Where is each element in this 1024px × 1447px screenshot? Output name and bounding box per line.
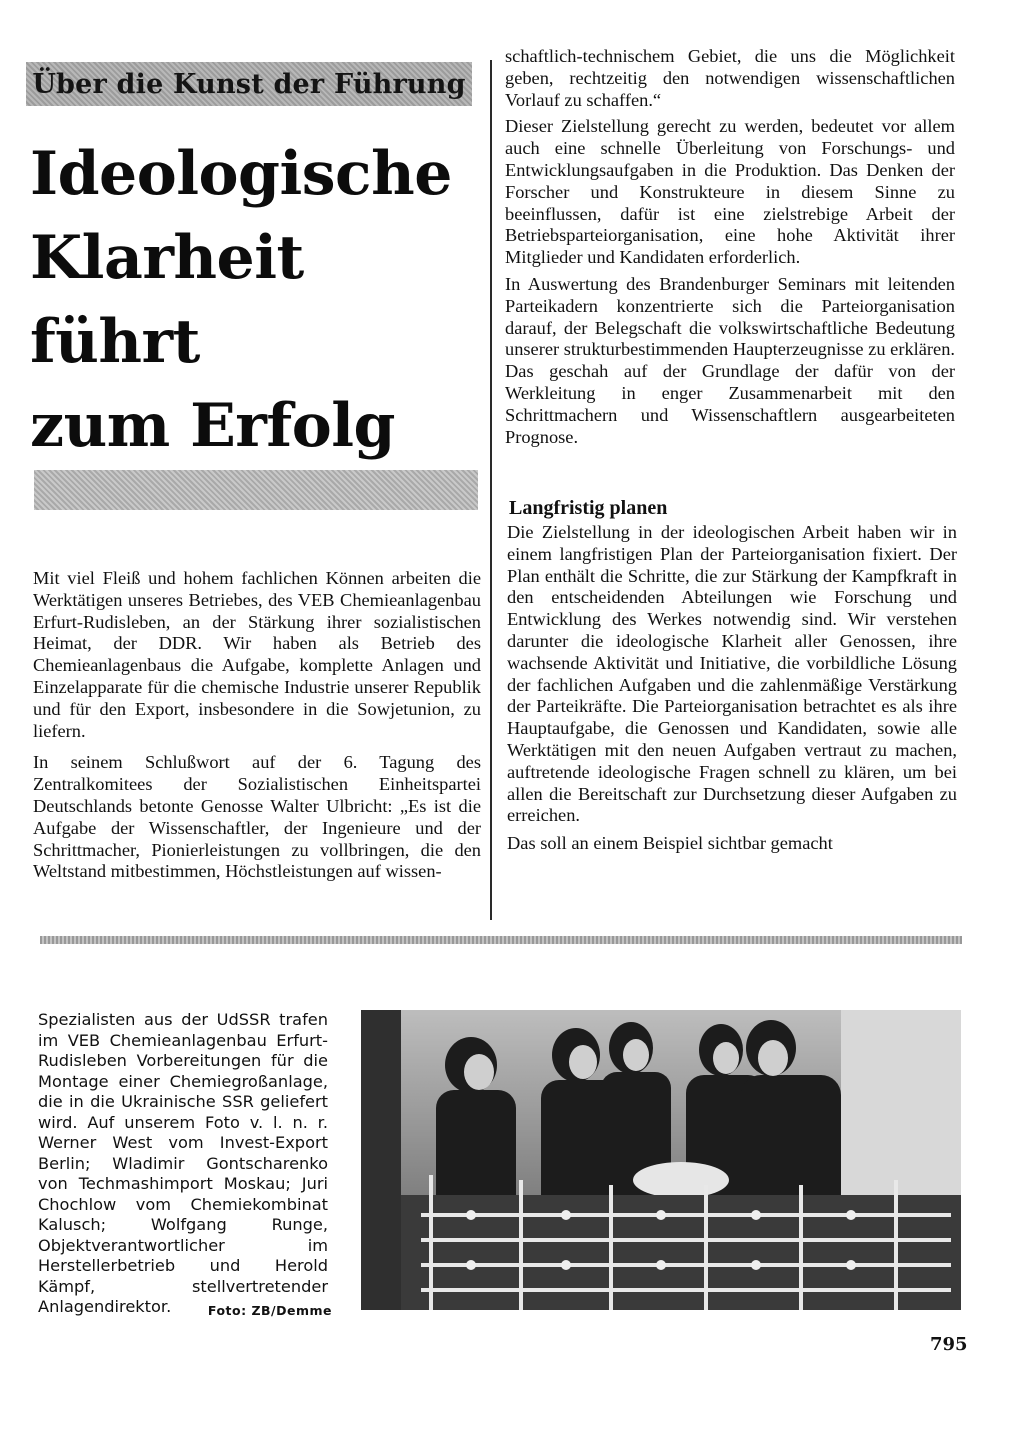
article-left-column xyxy=(33,568,481,883)
article-right-column-bottom xyxy=(507,522,957,855)
paragraph: Das soll an einem Beispiel sichtbar gemacht xyxy=(507,833,833,854)
article-headline xyxy=(30,132,480,468)
paragraph: Mit viel Fleiß und hohem fachlichen Können arbeiten die Werktätigen unseres Betriebes, des VEB Chemieanlagenbau Erfurt-Rudisleben, an der Stärkung ihrer sozialistischen Heimat, der DDR. Wir haben als Betrieb des Chemieanlagenbaus die Aufgabe, komplette Anlagen und Einzelapparate für die chemische Industrie unserer Republik und für den Export, insbesondere in die Sowjetunion, zu liefern. xyxy=(33,568,481,741)
headline-line: Ideologische xyxy=(30,139,452,209)
page-number: 795 xyxy=(930,1334,968,1355)
decorative-screen-bar xyxy=(34,470,478,510)
photo-credit: Foto: ZB/Demme xyxy=(207,1303,332,1318)
paragraph: schaftlich-technischem Gebiet, die uns die Möglichkeit geben, rechtzeitig den notwendigen wissenschaftlichen Vorlauf zu schaffen.“ xyxy=(505,46,955,110)
photo-caption: Spezialisten aus der UdSSR trafen im VEB Chemieanlagenbau Erfurt-Rudisleben Vorbereitungen für die Montage einer Chemiegroßanlage, die in die Ukrainische SSR geliefert wird. Auf unserem Foto v. l. n. r. Werner West vom Invest-Export Berlin; Wladimir Gontscharenko von Techmashimport Moskau; Juri Chochlow vom Chemiekombinat Kalusch; Wolfgang Runge, Objektverantwortlicher im Herstellerbetrieb und Herold Kämpf, stellvertretender Anlagendirektor. xyxy=(38,1010,328,1316)
headline-line: führt xyxy=(30,307,200,377)
headline-line: zum Erfolg xyxy=(30,391,395,461)
paragraph: In seinem Schlußwort auf der 6. Tagung des Zentralkomitees der Sozialistischen Einheitspartei Deutschlands betonte Genosse Walter Ulbricht: „Es ist die Aufgabe der Wissenschaftler, der Ingenieure und der Schrittmacher, Pionierleistungen zu vollbringen, die den Weltstand mitbestimmen, Höchstleistungen auf wissen- xyxy=(33,752,481,882)
headline-line: Klarheit xyxy=(30,223,304,293)
column-divider xyxy=(490,60,492,920)
article-right-column-top xyxy=(505,46,955,448)
subheading: Langfristig planen xyxy=(509,497,668,519)
section-kicker: Über die Kunst der Führung xyxy=(32,68,466,100)
paragraph: Dieser Zielstellung gerecht zu werden, bedeutet vor allem auch eine schnelle Überleitung von Forschungs- und Entwicklungsaufgaben in die Produktion. Das Denken der Forscher und Konstrukteure in diesem Sinne zu beeinflussen, dafür ist eine zielstrebige Arbeit der Betriebsparteiorganisation, eine hohe Aktivität ihrer Mitglieder und Kandidaten erforderlich. xyxy=(505,116,955,268)
section-kicker-banner xyxy=(26,62,472,106)
paragraph: In Auswertung des Brandenburger Seminars mit leitenden Parteikadern konzentrierte sich die Parteiorganisation darauf, der Belegschaft die volkswirtschaftliche Bedeutung unserer strukturbestimmenden Haupterzeugnisse zu erklären. Das geschah auf der Grundlage der dafür von der Werkleitung in enger Zusammenarbeit mit den Schrittmachern und Wissenschaftlern ausgearbeiteten Prognose. xyxy=(505,273,955,447)
paragraph: Die Zielstellung in der ideologischen Arbeit haben wir in einem langfristigen Plan der Parteiorganisation fixiert. Der Plan enthält die Schritte, die zur Stärkung der Kampfkraft in den entscheidenden Abteilungen wie Forschung und Entwicklung des Werkes notwendig sind. Wir verstehen darunter die ideologische Klarheit aller Genossen, ihre wachsende Aktivität und Initiative, die vorbildliche Lösung der fachlichen Aufgaben und die zahlenmäßige Verstärkung der Parteikräfte. Die Parteiorganisation betrachtet es als ihre Hauptaufgabe, die Genossen und Kandidaten, sowie alle Werktätigen mit den neuen Aufgaben vertraut zu machen, auftretende ideologische Fragen schnell zu klären, um bei allen die Bereitschaft zur Durchsetzung dieser Aufgaben zu erreichen. xyxy=(507,522,957,826)
section-rule xyxy=(40,936,962,944)
factory-photo xyxy=(361,1010,961,1310)
